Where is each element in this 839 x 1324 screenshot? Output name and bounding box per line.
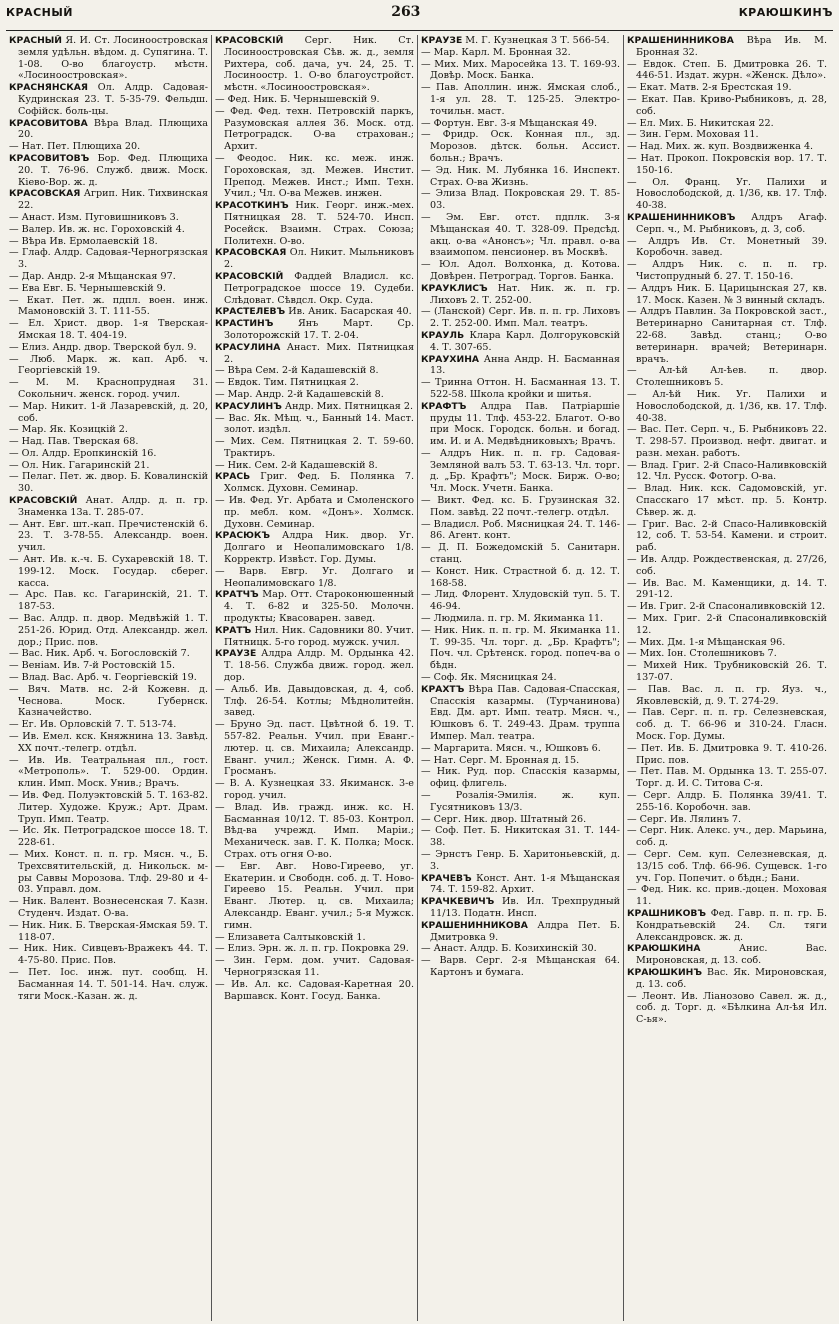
directory-entry: — Мих. Конст. п. п. гр. Мясн. ч., Б. Трехсвятительскій, д. Никольск. м-ры Саввы Морозова. Тлф. 29-80 и 4-03. Управл. дом. xyxy=(9,848,208,896)
directory-entry: — Ева Евг. Б. Чернышевскій 9. xyxy=(9,282,166,294)
directory-entry: — Фед. Ник. кс. прив.-доцен. Моховая 11. xyxy=(627,884,827,908)
directory-entry: — Нат. Прокоп. Покровскія вор. 17. Т. 150-16. xyxy=(627,152,827,176)
directory-entry: — Екат. Пет. ж. пдпл. воен. инж. Мамоновскій 3. Т. 111-55. xyxy=(9,294,208,318)
directory-entry: — Елиз. Андр. двор. Тверской бул. 9. xyxy=(9,341,197,353)
directory-entry: — Зин. Герм. Моховая 11. xyxy=(627,129,759,141)
directory-entry: — Мар. Карл. М. Бронная 32. xyxy=(421,46,571,58)
column-4 xyxy=(624,35,830,1321)
directory-entry: — Алдръ Ник. с. п. п. гр. Чистопрудный б. 27. Т. 150-16. xyxy=(627,259,827,282)
directory-entry: — Мар. Андр. 2-й Кадашевскій 8. xyxy=(215,388,384,400)
directory-entry: КРАУЛЬ Клара Карл. Долгоруковскій 4. Т. 307-65. xyxy=(421,329,620,353)
directory-entry: — Над. Пав. Тверская 68. xyxy=(9,436,139,448)
directory-entry: КРАСОВСКІЙ Серг. Ник. Ст. Лосиноостровская Сѣв. ж. д., земля Рихтера, соб. дача, уч. 24, 25. Т. Лосиноостр. 1. О-во благоустройст. мѣстн. «Лосиноостровская». xyxy=(215,35,414,94)
directory-entry: — Елизавета Салтыковскій 1. xyxy=(215,931,366,943)
directory-entry: — Вяч. Матв. нс. 2-й Кожевн. д. Чеснова. Моск. Губернск. Казначейство. xyxy=(9,683,208,719)
directory-entry: — Бруно Эд. паст. Цвѣтной б. 19. Т. 557-82. Реальн. Учил. при Еванг.-лютер. ц. св. Михаила; Александр. Еванг. учил.; Женск. Гимн. А. Ф. Гросманъ. xyxy=(215,719,414,778)
directory-entry: — Ник. Валент. Вознесенская 7. Казн. Студенч. Издат. О-ва. xyxy=(9,896,208,919)
directory-entry: — Фридр. Оск. Конная пл., зд. Морозов. дѣтск. больн. Ассист. больн.; Врачъ. xyxy=(421,129,620,164)
directory-entry: — Серг. Сем. куп. Селезневская, д. 13/15 соб. Тлф. 66-96. Сущевск. 1-го уч. Гор. Попечит. о бѣдн.; Бани. xyxy=(627,848,827,884)
directory-entry: — Ел. Христ. двор. 1-я Тверская-Ямская 18. Т. 404-19. xyxy=(9,318,208,341)
running-head-right: КРАЮШКИНЪ xyxy=(738,6,833,19)
directory-entry: — Ег. Ив. Орловскій 7. Т. 513-74. xyxy=(9,719,177,731)
directory-entry: — Серг. Ник. двор. Штатный 26. xyxy=(421,813,587,825)
directory-entry: — Варв. Евгр. Уг. Долгаго и Неопалимовскаго 1/8. xyxy=(215,565,414,589)
directory-entry: — Людмила. п. гр. М. Якиманка 11. xyxy=(421,613,604,625)
directory-entry: — Анаст. Алдр. Б. Козихинскій 30. xyxy=(421,943,597,955)
directory-entry: — Влад. Ив. гражд. инж. кс. Н. Басманная 10/12. Т. 85-03. Контрол. Вѣд-ва учрежд. Имп. Маріи.; Механическ. зав. Г. К. Полка; Моск. Страх. отъ огня О-во. xyxy=(215,801,414,860)
directory-entry: КРАЧЕВЪ Конст. Ант. 1-я Мѣщанская 74. Т. 159-82. Архит. xyxy=(421,872,620,896)
directory-entry: — Пет. Ив. Б. Дмитровка 9. Т. 410-26. Прис. пов. xyxy=(627,742,827,766)
directory-entry: — Ив. Ал. кс. Садовая-Каретная 20. Варшавск. Конт. Госуд. Банка. xyxy=(215,978,414,1002)
directory-entry: — Анаст. Изм. Пуговишниковъ 3. xyxy=(9,211,179,223)
directory-entry: КРАСОВСКІЙ Фаддей Владисл. кс. Петроградское шоссе 19. Судеби. Слѣдоват. Сѣвдсл. Окр. Суда. xyxy=(215,270,414,306)
directory-entry: КРАТЪ Нил. Ник. Садовники 80. Учит. Пятницк. 5-го город. мужск. учил. xyxy=(215,624,414,648)
directory-entry: — (Ланской) Серг. Ив. п. п. гр. Лиховъ 2. Т. 252-00. Имп. Мал. театръ. xyxy=(421,306,620,330)
directory-entry: — Пелаг. Пет. ж. двор. Б. Ковалинскій 30. xyxy=(9,471,208,495)
directory-entry: — В. А. Кузнецкая 33. Якиманск. 3-е город. учил. xyxy=(215,778,414,801)
directory-entry: КРАЮШКИНА Анис. Вас. Мироновская, д. 13. соб. xyxy=(627,943,827,967)
directory-entry: — Серг. Ив. Лялинъ 7. xyxy=(627,813,742,825)
directory-entry: — Юл. Адол. Волхонка, д. Котова. Довѣрен. Петроград. Торгов. Банка. xyxy=(421,259,620,282)
directory-entry: КРАСЮКЪ Алдра Ник. двор. Уг. Долгаго и Неопалимовскаго 1/8. Корректр. Извѣст. Гор. Думы. xyxy=(215,530,414,566)
directory-entry: — Над. Мих. ж. куп. Воздвиженка 4. xyxy=(627,141,814,153)
directory-entry: КРАУКЛИСЪ Нат. Ник. ж. п. гр. Лиховъ 2. Т. 252-00. xyxy=(421,282,620,306)
directory-entry: КРАШНИКОВЪ Фед. Гавр. п. п. гр. Б. Кондратьевскій 24. Сл. тяги Александровск. ж. д. xyxy=(627,907,827,943)
directory-entry: — Пав. Вас. л. п. гр. Яуз. ч., Яковлевскій, д. 9. Т. 274-29. xyxy=(627,683,827,707)
directory-entry: — Глаф. Алдр. Садовая-Черногрязская 3. xyxy=(9,247,208,271)
directory-entry: — Ал-ѣй Ник. Уг. Палихи и Новослободской, д. 1/36, кв. 17. Тлф. 40-38. xyxy=(627,388,827,424)
directory-entry: КРАСОВСКАЯ Ол. Никит. Мыльниковъ 2. xyxy=(215,247,414,271)
directory-entry: — Конст. Ник. Страстной б. д. 12. Т. 168-58. xyxy=(421,565,620,589)
directory-entry: — Мих. Григ. 2-й Спасоналивковскій 12. xyxy=(627,613,827,636)
directory-entry: — Ант. Ив. к.-ч. Б. Сухаревскій 18. Т. 199-12. Моск. Государ. сберег. касса. xyxy=(9,554,208,589)
directory-entry: КРАУЗЕ Алдра Алдр. М. Ордынка 42. Т. 18-56. Служба движ. город. жел. дор. xyxy=(215,648,414,684)
directory-entry: — Ив. Вас. М. Каменщики, д. 14. Т. 291-12. xyxy=(627,577,827,601)
directory-entry: — Пет. Іос. инж. пут. сообщ. Н. Басманная 14. Т. 501-14. Нач. служ. тяги Моск.-Казан. ж. д. xyxy=(9,966,208,1002)
directory-entry: — Люб. Марк. ж. кап. Арб. ч. Георгіевскій 19. xyxy=(9,353,208,377)
directory-entry: — Ив. Емел. кск. Княжнина 13. Завѣд. XX почт.-телегр. отдѣл. xyxy=(9,731,208,754)
directory-entry: КРАШЕНИННИКОВА Алдра Пет. Б. Дмитровка 9. xyxy=(421,919,620,943)
directory-entry: — Ив. Фед. Уг. Арбата и Смоленского пр. мебл. ком. «Донъ». Холмск. Духовн. Семинар. xyxy=(215,495,414,530)
directory-entry: — Варв. Серг. 2-я Мѣщанская 64. Картонъ и бумага. xyxy=(421,955,620,978)
directory-entry: КРАШЕНИННИКОВА Вѣра Ив. М. Бронная 32. xyxy=(627,35,827,58)
directory-entry: КРАСНЯНСКАЯ Ол. Алдр. Садовая-Кудринская 23. Т. 5-35-79. Фельдш. Софійск. боль-цы. xyxy=(9,82,208,117)
directory-entry: — Лид. Флорент. Хлудовскій туп. 5. Т. 46-94. xyxy=(421,589,620,613)
directory-entry: — Фед. Ник. Б. Чернышевскій 9. xyxy=(215,93,380,105)
directory-entry: — Алдръ Ник. Б. Царицынская 27, кв. 17. Моск. Казен. № 3 винный складъ. xyxy=(627,282,827,306)
directory-entry: — Розалія-Эмилія. ж. куп. Гусятниковъ 13/3. xyxy=(421,790,620,813)
page-number: 263 xyxy=(391,4,421,20)
directory-entry: — Ал-ѣй Ал-ѣев. п. двор. Столешниковъ 5. xyxy=(627,365,827,389)
directory-entry: КРАСУЛИНА Анаст. Мих. Пятницкая 2. xyxy=(215,341,414,365)
directory-entry: — Д. П. Божедомскій 5. Санитарн. станц. xyxy=(421,542,620,566)
directory-entry: КРАШЕНИННИКОВЪ Алдръ Агаф. Серп. ч., М. Рыбниковъ, д. 3, соб. xyxy=(627,211,827,235)
directory-entry: — Евдок. Степ. Б. Дмитровка 26. Т. 446-51. Издат. журн. «Женск. Дѣло». xyxy=(627,58,827,82)
directory-entry: — Викт. Фед. кс. Б. Грузинская 32. Пом. завѣд. 22 почт.-телегр. отдѣл. xyxy=(421,495,620,518)
directory-entry: — Михей Ник. Трубниковскій 26. Т. 137-07. xyxy=(627,660,827,684)
directory-entry: — Евдок. Тим. Пятницкая 2. xyxy=(215,377,359,389)
directory-entry: — Ол. Франц. Уг. Палихи и Новослободской, д. 1/36, кв. 17. Тлф. 40-38. xyxy=(627,176,827,212)
directory-entry: — Валер. Ив. ж. нс. Гороховскій 4. xyxy=(9,223,185,235)
directory-entry: — Евг. Авг. Ново-Гиреево, уг. Екатерин. и Свободн. соб. д. Т. Ново-Гиреево 15. Реальн. Учил. при Еванг. Лютер. ц. св. Михаила; Александр. Еванг. учил.; 5-я Мужск. гимн. xyxy=(215,860,414,931)
directory-entry: КРАСОТКИНЪ Ник. Георг. инж.-мех. Пятницкая 28. Т. 524-70. Инсп. Росейск. Взаимн. Страх. Союза; Политехн. О-во. xyxy=(215,200,414,247)
directory-entry: КРАУХИНА Анна Андр. Н. Басманная 13. xyxy=(421,353,620,377)
directory-entry: — Ол. Ник. Гагаринскій 21. xyxy=(9,459,150,471)
directory-entry: — Вас. Як. Мѣщ. ч., Банный 14. Маст. золот. издѣл. xyxy=(215,412,414,436)
directory-entry: — Влад. Вас. Арб. ч. Георгіевскій 19. xyxy=(9,672,197,684)
directory-entry: — Фед. Фед. техн. Петровскій паркъ, Разумовская аллея 36. Моск. отд. Петроградск. О-ва страхован.; Архит. xyxy=(215,105,414,153)
directory-entry: — Влад. Ник. кск. Садомовскій, уг. Спасскаго 17 мѣст. пр. 5. Контр. Сѣвер. ж. д. xyxy=(627,483,827,518)
directory-entry: — Соф. Пет. Б. Никитская 31. Т. 144-38. xyxy=(421,825,620,849)
column-2 xyxy=(212,35,418,1321)
directory-entry: — Елиз. Эрн. ж. л. п. гр. Покровка 29. xyxy=(215,943,409,955)
directory-entry: — Эрнстъ Генр. Б. Харитоньевскій, д. 3. xyxy=(421,848,620,872)
directory-entry: — Мих. Мих. Маросейка 13. Т. 169-93. Довѣр. Моск. Банка. xyxy=(421,58,620,82)
directory-entry: — Эд. Ник. М. Лубянка 16. Инспект. Страх. О-ва Жизнь. xyxy=(421,164,620,188)
directory-entry: — Серг. Ник. Алекс. уч., дер. Марьина, соб. д. xyxy=(627,825,827,849)
directory-columns xyxy=(6,35,833,1321)
directory-entry: — Ант. Евг. шт.-кап. Пречистенскій 6. 23. Т. 3-78-55. Александр. воен. учил. xyxy=(9,518,208,554)
directory-entry: — Пет. Пав. М. Ордынка 13. Т. 255-07. Торг. д. И. С. Титова С-я. xyxy=(627,766,827,790)
directory-entry: КРАСТИНЪ Янъ Март. Ср. Золоторожскій 17. Т. 2-04. xyxy=(215,318,414,341)
directory-entry: КРАТЧЪ Мар. Отт. Староконюшенный 4. Т. 6-82 и 325-50. Молочн. продукты; Квасоварен. завед. xyxy=(215,589,414,625)
directory-entry: — Григ. Вас. 2-й Спасо-Наливковскій 12, соб. Т. 53-54. Камени. и строит. раб. xyxy=(627,518,827,554)
directory-entry: — Маргарита. Мясн. ч., Юшковъ 6. xyxy=(421,742,601,754)
directory-entry: — Фортун. Евг. 3-я Мѣщанская 49. xyxy=(421,117,598,129)
directory-entry: — Ол. Алдр. Еропкинскій 16. xyxy=(9,447,157,459)
page-header xyxy=(6,4,833,31)
directory-entry: — Альб. Ив. Давыдовская, д. 4, соб. Тлф. 26-54. Котлы; Мѣднолитейн. завед. xyxy=(215,683,414,719)
directory-entry: — М. М. Краснопрудная 31. Сокольнич. женск. город. учил. xyxy=(9,377,208,400)
directory-entry: — Алдръ Павлин. За Покровской заст., Ветеринарно Санитарная ст. Тлф. 22-68. Завѣд. станц.; О-во ветеринарн. врачей; Ветеринарн. врачъ. xyxy=(627,306,827,365)
directory-entry: — Феодос. Ник. кс. меж. инж. Гороховская, зд. Межев. Инстит. Препод. Межев. Инст.; Имп. Техн. Учил.; Чл. О-ва Межев. инжен. xyxy=(215,152,414,200)
directory-entry: КРАСУЛИНЪ Андр. Мих. Пятницкая 2. xyxy=(215,400,414,412)
directory-entry: — Зин. Герм. дом. учит. Садовая-Черногрязская 11. xyxy=(215,955,414,978)
directory-entry: — Ник. Сем. 2-й Кадашевскій 8. xyxy=(215,459,378,471)
directory-entry: — Влад. Григ. 2-й Спасо-Наливковскій 12. Чл. Русск. Фотогр. О-ва. xyxy=(627,459,827,483)
directory-entry: КРАЧКЕВИЧЪ Ив. Ил. Трехпрудный 11/13. Податн. Инсп. xyxy=(421,896,620,919)
directory-entry: КРАСНЫЙ Я. И. Ст. Лосиноостровская земля удѣльн. вѣдом. д. Супягина. Т. 1-08. О-во благоустр. мѣстн. «Лосиноостровская». xyxy=(9,35,208,82)
directory-entry: — Ник. Руд. пор. Спасскія казармы, офиц. флигель. xyxy=(421,766,620,790)
directory-entry: — Вѣра Ив. Ермолаевскій 18. xyxy=(9,235,158,247)
directory-entry: — Алдръ Ив. Ст. Монетный 39. Коробочн. завед. xyxy=(627,235,827,259)
directory-entry: — Дар. Андр. 2-я Мѣщанская 97. xyxy=(9,270,176,282)
directory-entry: — Мих. Сем. Пятницкая 2. Т. 59-60. Трактиръ. xyxy=(215,436,414,459)
column-1 xyxy=(6,35,212,1321)
directory-entry: — Ив. Ив. Театральная пл., гост. «Метрополь». Т. 529-00. Ордин. клин. Имп. Моск. Унив.; Врачъ. xyxy=(9,754,208,790)
directory-entry: — Ис. Як. Петроградское шоссе 18. Т. 228-61. xyxy=(9,825,208,849)
directory-entry: — Вѣра Сем. 2-й Кадашевскій 8. xyxy=(215,365,379,377)
directory-entry: КРАСОВИТОВЪ Бор. Фед. Плющиха 20. Т. 76-96. Служб. движ. Моск. Кіево-Вор. ж. д. xyxy=(9,152,208,188)
directory-entry: — Вас. Ник. Арб. ч. Богословскій 7. xyxy=(9,648,190,660)
directory-entry: — Элиза Влад. Покровская 29. Т. 85-03. xyxy=(421,188,620,212)
directory-entry: КРАСОВСКАЯ Агрип. Ник. Тихвинская 22. xyxy=(9,188,208,212)
directory-entry: — Соф. Як. Мясницкая 24. xyxy=(421,672,557,684)
directory-entry: — Владисл. Роб. Мясницкая 24. Т. 146-86. Агент. конт. xyxy=(421,518,620,542)
directory-entry: — Мар. Як. Козицкій 2. xyxy=(9,424,128,436)
directory-entry: — Вас. Алдр. п. двор. Медвѣжій 1. Т. 251-26. Юрид. Отд. Александр. жел. дор.; Прис. пов. xyxy=(9,613,208,648)
directory-entry: — Мих. Дм. 1-я Мѣщанская 96. xyxy=(627,636,786,648)
directory-entry: — Вас. Пет. Серп. ч., Б. Рыбниковъ 22. Т. 298-57. Производ. нефт. двигат. и разн. механ. работъ. xyxy=(627,424,827,459)
directory-entry: — Ник. Ник. п. п. гр. М. Якиманка 11. Т. 99-35. Чл. торг. д. „Бр. Крафтъ"; Поч. чл. Срѣтенск. город. попеч-ва о бѣдн. xyxy=(421,624,620,672)
directory-entry: — Ив. Фед. Полуэктовскій 5. Т. 163-82. Литер. Художе. Круж.; Арт. Драм. Труп. Имп. Театр. xyxy=(9,790,208,825)
directory-entry: — Мар. Никит. 1-й Лазаревскій, д. 20, соб. xyxy=(9,400,208,424)
directory-entry: — Пав. Серг. п. п. гр. Селезневская, соб. д. Т. 66-96 и 310-24. Гласн. Моск. Гор. Думы. xyxy=(627,707,827,743)
directory-entry: — Веніам. Ив. 7-й Ростовскій 15. xyxy=(9,660,175,672)
directory-entry: — Серг. Алдр. Б. Полянка 39/41. Т. 255-16. Коробочн. зав. xyxy=(627,790,827,813)
directory-entry: — Ник. Ник. Сивцевъ-Вражекъ 44. Т. 4-75-80. Прис. Пов. xyxy=(9,943,208,967)
running-head-left: КРАСНЫЙ xyxy=(6,6,73,19)
directory-entry: КРАСОВСКІЙ Анат. Алдр. д. п. гр. Знаменка 13а. Т. 285-07. xyxy=(9,495,208,518)
column-3 xyxy=(418,35,624,1321)
directory-entry: КРАЮШКИНЪ Вас. Як. Мироновская, д. 13. соб. xyxy=(627,966,827,990)
directory-entry: КРАСТЕЛЕВЪ Ив. Аник. Басарская 40. xyxy=(215,306,412,318)
directory-entry: — Нат. Пет. Плющиха 20. xyxy=(9,141,141,153)
directory-entry: КРАСОВИТОВА Вѣра Влад. Плющиха 20. xyxy=(9,117,208,141)
directory-entry: — Ив. Григ. 2-й Спасоналивковскій 12. xyxy=(627,601,826,613)
directory-entry: — Эм. Евг. отст. пдплк. 3-я Мѣщанская 40. Т. 328-09. Предсѣд. акц. о-ва «Анонсъ»; Чл. правл. о-ва взаимопом. пенсионер. въ Москвѣ. xyxy=(421,211,620,259)
directory-entry: КРАСЬ Григ. Фед. Б. Полянка 7. Холмск. Духовн. Семинар. xyxy=(215,471,414,495)
directory-entry: КРАХТЪ Вѣра Пав. Садовая-Спасская, Спасскія казармы. (Турчанинова) Евд. Дм. арт. Имп. театр. Мясн. ч., Юшковъ 6. Т. 249-43. Драм. труппа Импер. Мал. театра. xyxy=(421,683,620,743)
directory-entry: — Алдръ Ник. п. п. гр. Садовая-Земляной валъ 53. Т. 63-13. Чл. торг. д. „Бр. Крафтъ"; Моск. Бирж. О-во; Чл. Моск. Учетн. Банка. xyxy=(421,447,620,495)
directory-entry: — Ив. Алдр. Рождественская, д. 27/26, соб. xyxy=(627,554,827,577)
directory-entry: КРАФТЪ Алдра Пав. Патріаршіе пруды 11. Тлф. 453-22. Благот. О-во при Моск. Городск. больн. и богад. им. И. и А. Медвѣдниковыхъ; Врачъ. xyxy=(421,400,620,448)
directory-entry: — Мих. Іон. Столешниковъ 7. xyxy=(627,648,777,660)
directory-entry: — Леонт. Ив. Ліанозово Савел. ж. д., соб. д. Торг. д. «Бѣлкина Ал-ѣя Ил. С-ья». xyxy=(627,990,827,1026)
directory-entry: КРАУЗЕ М. Г. Кузнецкая 3 Т. 566-54. xyxy=(421,35,610,46)
directory-entry: — Ник. Ник. Б. Тверская-Ямская 59. Т. 118-07. xyxy=(9,919,208,943)
directory-entry: — Ел. Мих. Б. Никитская 22. xyxy=(627,117,774,129)
directory-entry: — Нат. Серг. М. Бронная д. 15. xyxy=(421,754,580,766)
directory-entry: — Тринна Оттон. Н. Басманная 13. Т. 522-58. Школа кройки и шитья. xyxy=(421,377,620,400)
directory-entry: — Арс. Пав. кс. Гагаринскій, 21. Т. 187-53. xyxy=(9,589,208,613)
directory-entry: — Екат. Матв. 2-я Брестская 19. xyxy=(627,82,792,94)
directory-entry: — Пав. Аполлин. инж. Ямская слоб., 1-я ул. 28. Т. 125-25. Электро-точильн. маст. xyxy=(421,82,620,117)
directory-entry: — Екат. Пав. Криво-Рыбниковъ, д. 28, соб. xyxy=(627,93,827,117)
